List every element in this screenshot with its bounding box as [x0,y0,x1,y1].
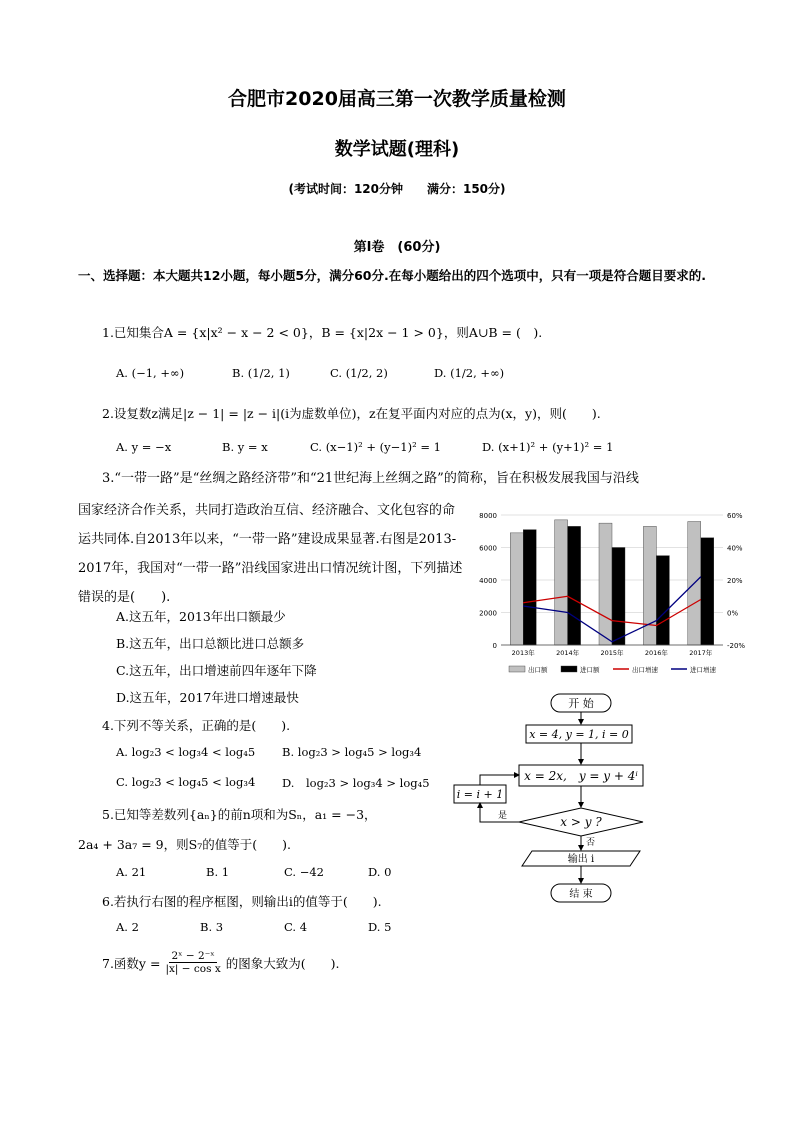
chart-right-tick: 40% [727,544,743,553]
flow-start: 开 始 [568,697,594,710]
q4-stem: 4.下列不等关系，正确的是( ). [102,718,291,733]
q5-stem-line2: 2a₄ + 3a₇ = 9，则S₇的值等于( ). [78,837,291,852]
exam-info: (考试时间：120分钟 满分：150分) [288,182,506,196]
q5-option-d: D. 0 [368,865,392,879]
q2-option-a: A. y = −x [116,440,172,454]
q5-option-a: A. 21 [116,865,147,879]
q6-stem: 6.若执行右图的程序框图，则输出i的值等于( ). [102,894,382,909]
chart-left-tick: 0 [492,642,497,650]
part-heading: 第Ⅰ卷 (60分) [353,240,441,255]
q3-option-a: A.这五年，2013年出口额最少 [116,609,286,624]
q7-prefix: 7.函数y = [102,955,161,971]
chart-right-tick: 20% [727,577,743,585]
q2-option-b: B. y = x [222,440,268,454]
chart-bar-export [643,526,656,645]
chart-x-tick: 2015年 [600,649,624,657]
chart-x-tick: 2017年 [689,649,713,657]
chart-legend-label: 进口增速 [690,666,716,674]
q3-option-c: C.这五年，出口增速前四年逐年下降 [116,663,317,678]
chart-legend-label: 出口额 [528,666,548,674]
chart-right-tick: -20% [727,642,746,650]
chart-bar-import [523,530,536,645]
chart-bar-import [568,526,581,645]
chart-legend-label: 出口增速 [632,666,658,674]
chart-x-tick: 2014年 [556,649,580,657]
q6-option-b: B. 3 [200,920,224,934]
q4-option-d: D. log₂3 > log₃4 > log₄5 [282,776,430,790]
q3-stem-rest: 国家经济合作关系，共同打造政治互信、经济融合、文化包容的命运共同体.自2013年以来，“一带一路”建设成果显著.右图是2013-2017年，我国对“一带一路”沿线国家进出口情况统计图，下列描述错误的是( ). [78,503,463,605]
q1-option-b: B. (1/2, 1) [232,366,290,380]
exam-subtitle: 数学试题(理科) [334,139,460,160]
chart-bar-export [599,523,612,645]
q6-option-d: D. 5 [368,920,392,934]
flow-increment: i = i + 1 [456,788,504,801]
q1-option-d: D. (1/2, +∞) [434,366,505,380]
q3-option-b: B.这五年，出口总额比进口总额多 [116,636,305,651]
q4-option-c: C. log₂3 < log₄5 < log₃4 [116,775,256,789]
q7-fraction [163,950,222,975]
flow-output: 输出 i [567,854,595,865]
chart-bar-import [656,556,669,645]
q1-option-c: C. (1/2, 2) [330,366,388,380]
q7-denominator: |x| − cos x [165,963,221,975]
chart-bar-export [510,533,523,645]
q5-option-c: C. −42 [284,865,324,879]
chart-x-tick: 2016年 [644,649,668,657]
q3-option-d: D.这五年，2017年进口增速最快 [116,690,299,705]
chart-legend-swatch [509,666,525,672]
q7-numerator: 2ˣ − 2⁻ˣ [171,950,215,962]
flow-update: x = 2x, y = y + 4ⁱ [524,769,638,783]
q1-stem: 1.已知集合A = {x|x² − x − 2 < 0}，B = {x|2x − 1 > 0}，则A∪B = ( ). [102,325,543,340]
chart-bar-export [555,520,568,645]
trade-chart [465,505,765,683]
q5-stem-line1: 5.已知等差数列{aₙ}的前n项和为Sₙ，a₁ = −3， [102,807,377,822]
chart-right-tick: 60% [727,512,743,520]
q6-option-a: A. 2 [116,920,139,934]
flow-init: x = 4, y = 1, i = 0 [529,728,629,741]
flow-no-label: 否 [586,838,596,848]
program-flowchart [448,690,658,912]
q3-stem-line1: 3.“一带一路”是“丝绸之路经济带”和“21世纪海上丝绸之路”的简称，旨在积极发展我国与沿线 [102,471,639,486]
q7-suffix: 的图象大致为( ). [225,955,340,971]
q2-option-d: D. (x+1)² + (y+1)² = 1 [482,440,614,454]
chart-left-tick: 6000 [479,544,497,553]
q2-option-c: C. (x−1)² + (y−1)² = 1 [310,440,441,454]
chart-right-tick: 0% [727,609,739,618]
q5-option-b: B. 1 [206,865,230,879]
chart-left-tick: 8000 [479,512,497,520]
q4-option-b: B. log₂3 > log₄5 > log₃4 [282,745,422,759]
q6-option-c: C. 4 [284,920,308,934]
flow-condition: x > y ? [560,815,602,829]
flow-end: 结 束 [569,889,593,900]
chart-bar-import [701,538,714,645]
chart-left-tick: 2000 [479,609,497,618]
chart-legend-swatch [561,666,577,672]
exam-title: 合肥市2020届高三第一次教学质量检测 [228,88,566,110]
chart-x-tick: 2013年 [511,649,535,657]
chart-bar-import [612,548,625,646]
section-heading: 一、选择题：本大题共12小题，每小题5分，满分60分.在每小题给出的四个选项中，只有一项是符合题目要求的. [78,268,706,283]
chart-legend-label: 进口额 [580,666,600,674]
q2-stem: 2.设复数z满足|z − 1| = |z − i|(i为虚数单位)，z在复平面内对应的点为(x，y)，则( ). [102,406,601,421]
q4-option-a: A. log₂3 < log₃4 < log₄5 [116,745,256,759]
flow-yes-label: 是 [498,811,508,821]
chart-left-tick: 4000 [479,577,497,585]
q1-option-a: A. (−1, +∞) [116,366,185,380]
q7-stem [102,950,340,975]
